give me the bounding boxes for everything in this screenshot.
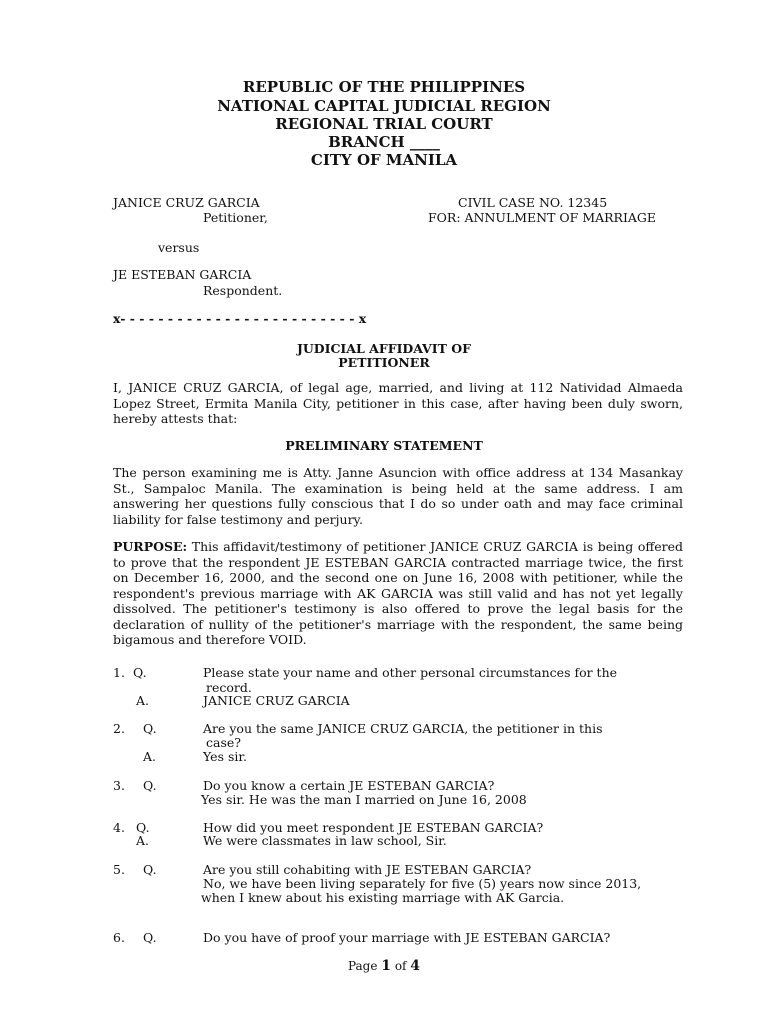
respondent-name: JE ESTEBAN GARCIA: [113, 267, 252, 282]
caption-separator: x- - - - - - - - - - - - - - - - - - - - - - - - - x: [113, 311, 367, 326]
qa-answer: We were classmates in law school, Sir.: [203, 833, 447, 848]
qa-answer: Yes sir.: [203, 749, 247, 764]
preliminary-heading: PRELIMINARY STATEMENT: [285, 438, 483, 453]
qa-question: Do you have of proof your marriage with JE ESTEBAN GARCIA?: [203, 930, 611, 945]
intro-paragraph: I, JANICE CRUZ GARCIA, of legal age, married, and living at 112 Natividad Almaeda Lopez Street, Ermita Manila City, petitioner in this case, after having been duly sworn, hereby attests that:: [113, 380, 683, 426]
header-region: NATIONAL CAPITAL JUDICIAL REGION: [217, 97, 551, 115]
petitioner-role: Petitioner,: [203, 210, 268, 225]
page-number: 1: [381, 958, 391, 974]
qa-a-label: A.: [136, 833, 150, 848]
qa-question: Are you the same JANICE CRUZ GARCIA, the petitioner in this: [203, 721, 603, 736]
petitioner-name: JANICE CRUZ GARCIA: [113, 195, 260, 210]
case-number: CIVIL CASE NO. 12345: [458, 195, 608, 210]
page-word: Page: [347, 959, 382, 973]
purpose-paragraph: [113, 539, 683, 648]
header-republic: REPUBLIC OF THE PHILIPPINES: [242, 78, 526, 96]
qa-question-cont: record.: [206, 680, 252, 695]
qa-answer: JANICE CRUZ GARCIA: [203, 693, 350, 708]
page-footer: [0, 958, 768, 974]
qa-q-label: Q.: [143, 862, 157, 877]
qa-a-label: A.: [143, 749, 157, 764]
case-nature: FOR: ANNULMENT OF MARRIAGE: [428, 210, 657, 225]
qa-question: How did you meet respondent JE ESTEBAN GARCIA?: [203, 820, 544, 835]
qa-q-label: Q.: [133, 665, 147, 680]
qa-number: 6.: [113, 930, 125, 945]
preliminary-paragraph: The person examining me is Atty. Janne Asuncion with office address at 134 Masankay St., Sampaloc Manila. The examination is being held at the same address. I am answering her questions fully conscious that I do so under oath and may face criminal liability for false testimony and perjury.: [113, 465, 683, 527]
header-branch: BRANCH ____: [328, 133, 440, 151]
qa-question: Do you know a certain JE ESTEBAN GARCIA?: [203, 778, 495, 793]
qa-question-cont: case?: [206, 735, 241, 750]
qa-question: Please state your name and other personal circumstances for the: [203, 665, 618, 680]
qa-q-label: Q.: [143, 721, 157, 736]
qa-number: 1.: [113, 665, 125, 680]
qa-q-label: Q.: [143, 778, 157, 793]
qa-number: 2.: [113, 721, 125, 736]
qa-answer-cont: when I knew about his existing marriage with AK Garcia.: [201, 890, 565, 905]
page-total: 4: [410, 958, 421, 974]
qa-number: 5.: [113, 862, 125, 877]
respondent-role: Respondent.: [203, 283, 283, 298]
of-word: of: [391, 959, 411, 973]
qa-q-label: Q.: [136, 820, 150, 835]
qa-a-label: A.: [136, 693, 150, 708]
header-city: CITY OF MANILA: [310, 151, 458, 169]
qa-answer: No, we have been living separately for five (5) years now since 2013,: [203, 876, 642, 891]
qa-number: 4.: [113, 820, 125, 835]
qa-q-label: Q.: [143, 930, 157, 945]
header-court: REGIONAL TRIAL COURT: [275, 115, 493, 133]
qa-answer: Yes sir. He was the man I married on June 16, 2008: [201, 792, 527, 807]
affidavit-title: JUDICIAL AFFIDAVIT OF: [296, 341, 472, 356]
purpose-text: This affidavit/testimony of petitioner JANICE CRUZ GARCIA is being offered to prove that the respondent JE ESTEBAN GARCIA contracted marriage twice, the first on December 16, 2000, and the second one on June 16, 2008 with petitioner, while the respondent's previous marriage with AK GARCIA was still valid and has not yet legally dissolved. The petitioner's testimony is also offered to prove the legal basis for the declaration of nullity of the petitioner's marriage with the respondent, the same being bigamous and therefore VOID.: [113, 539, 683, 647]
affidavit-subtitle: PETITIONER: [338, 355, 430, 370]
versus-label: versus: [158, 240, 200, 255]
qa-number: 3.: [113, 778, 125, 793]
purpose-label: PURPOSE:: [113, 539, 188, 554]
qa-question: Are you still cohabiting with JE ESTEBAN GARCIA?: [203, 862, 532, 877]
